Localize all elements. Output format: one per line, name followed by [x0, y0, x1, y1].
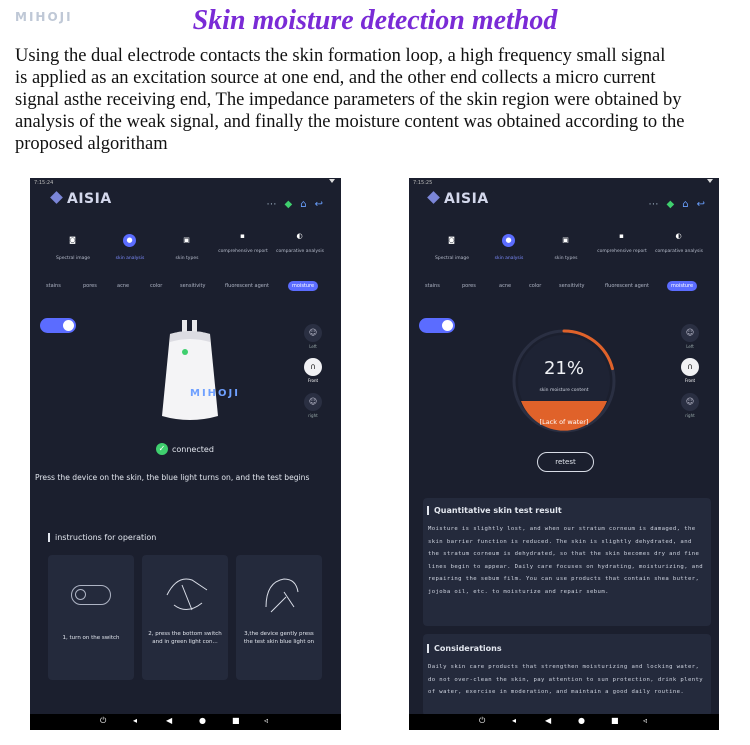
power-toggle[interactable] — [419, 318, 455, 333]
phone-screen-connect — [30, 178, 341, 730]
chip-fluorescent[interactable]: fluorescent agent — [605, 283, 649, 289]
page-title: Skin moisture detection method — [192, 5, 558, 36]
contrast-icon[interactable]: ◐ — [675, 232, 682, 240]
menu-icon[interactable]: ⋯ — [266, 199, 277, 210]
step-text: 1, turn on the switch — [62, 635, 120, 641]
save-icon[interactable]: ▪ — [240, 232, 245, 240]
menu-icon[interactable]: ⋯ — [648, 199, 659, 210]
chip-fluorescent[interactable]: fluorescent agent — [225, 283, 269, 289]
chip-stains[interactable]: stains — [425, 283, 440, 289]
description-line: analysis of the weak signal, and finally the moisture content was obtained according to the — [15, 112, 685, 132]
considerations-text: Daily skin care products that strengthen moisturizing and locking water, do not over-clean the skin, pay attention to sun protection, drink plenty of water, exercise in moderation, and maintain a good daily routine. — [428, 664, 704, 696]
section-marker — [427, 506, 429, 515]
back-icon[interactable]: ↩ — [696, 199, 705, 210]
chip-stains[interactable]: stains — [46, 283, 61, 289]
chip-sensitivity[interactable]: sensitivity — [559, 283, 585, 289]
face-right-icon[interactable]: ☺ — [681, 393, 699, 411]
face-right-icon[interactable]: ☺ — [304, 393, 322, 411]
home-nav-icon[interactable]: ● — [578, 716, 585, 725]
considerations-card — [423, 634, 711, 716]
step-card-2 — [142, 555, 228, 680]
top-icons — [259, 192, 323, 211]
tab-report[interactable]: comprehensive report — [597, 249, 647, 254]
palette-icon[interactable]: ● — [123, 234, 136, 247]
status-time: 7:15:25 — [413, 180, 433, 186]
volume-up-icon[interactable]: ◃ — [264, 716, 269, 725]
toggle-knob — [442, 320, 453, 331]
tab-skin-types[interactable]: skin types — [554, 256, 578, 261]
step-text: 2, press the bottom switch and in green light con... — [148, 631, 222, 645]
back-icon[interactable]: ↩ — [314, 199, 323, 210]
back-nav-icon[interactable]: ◀ — [166, 716, 173, 725]
app-logo: AISIA — [429, 191, 489, 207]
connected-status: connected — [172, 445, 214, 454]
tab-comparative[interactable]: comparative analysis — [276, 249, 324, 254]
hand-press-icon — [162, 565, 212, 620]
gauge-label: skin moisture content — [539, 388, 589, 393]
side-label-right: right — [308, 413, 318, 418]
chip-acne[interactable]: acne — [117, 283, 130, 289]
toggle-knob — [63, 320, 74, 331]
description — [15, 45, 743, 155]
volume-down-icon[interactable]: ◂ — [512, 716, 517, 725]
save-icon[interactable]: ▪ — [619, 232, 624, 240]
description-line: Using the dual electrode contacts the skin formation loop, a high frequency small signal — [15, 46, 666, 66]
power-icon[interactable]: ⏻ — [479, 716, 486, 725]
instruction-text: Press the device on the skin, the blue light turns on, and the test begins — [35, 473, 310, 482]
nav-bar — [409, 714, 719, 730]
description-line: signal asthe receiving end, The impedance parameters of the skin region were obtained by — [15, 90, 682, 110]
tab-spectral-image[interactable]: Spectral image — [434, 256, 470, 261]
section-marker — [427, 644, 429, 653]
step-text: 3,the device gently press the test skin blue light on — [243, 631, 315, 645]
phone-screen-result — [409, 178, 719, 730]
chip-pores[interactable]: pores — [462, 283, 476, 289]
step-card-1 — [48, 555, 134, 680]
face-left-icon[interactable]: ☺ — [681, 324, 699, 342]
side-label-front: Front — [307, 378, 319, 383]
chip-moisture[interactable]: moisture — [667, 281, 697, 291]
face-front-icon[interactable]: ∩ — [681, 358, 699, 376]
side-label-left: Left — [686, 344, 694, 349]
power-toggle[interactable] — [40, 318, 76, 333]
switch-icon — [71, 585, 111, 605]
brand-watermark: MIHOJI — [15, 10, 73, 24]
device-brand: MIHOJI — [190, 388, 240, 399]
cube-icon[interactable]: ▣ — [183, 236, 190, 244]
recents-icon[interactable]: ■ — [232, 716, 240, 725]
nav-bar — [30, 714, 341, 730]
chip-pores[interactable]: pores — [83, 283, 97, 289]
wifi-icon: ◆ — [666, 199, 675, 210]
recents-icon[interactable]: ■ — [611, 716, 619, 725]
chip-acne[interactable]: acne — [499, 283, 512, 289]
chip-color[interactable]: color — [150, 283, 163, 289]
face-left-icon[interactable]: ☺ — [304, 324, 322, 342]
app-logo: AISIA — [52, 191, 112, 207]
check-icon: ✓ — [156, 443, 168, 455]
home-nav-icon[interactable]: ● — [199, 716, 206, 725]
home-icon[interactable]: ⌂ — [300, 199, 307, 210]
tab-skin-analysis[interactable]: skin analysis — [115, 256, 145, 261]
side-label-left: Left — [309, 344, 317, 349]
side-label-front: Front — [684, 378, 696, 383]
logo-gem-icon — [427, 191, 440, 204]
camera-icon[interactable]: ◙ — [69, 236, 76, 244]
side-label-right: right — [685, 413, 695, 418]
retest-button[interactable]: retest — [537, 452, 594, 472]
considerations-title: Considerations — [434, 644, 502, 653]
power-icon[interactable]: ⏻ — [100, 716, 107, 725]
result-text: Moisture is slightly lost, and when our stratum corneum is damaged, the skin barrier function is reduced. The skin is slightly dehydrated, and the stratum corneum is dehydrated, so that the skin becomes dry and fine lines begin to appear. Daily care focuses on hydrating, moisturizing, and repairing the sebum film. You can use products that contain shea butter, jojoba oil, etc. to moisturize and repair sebum. — [428, 526, 704, 595]
tab-skin-types[interactable]: skin types — [175, 256, 199, 261]
tab-report[interactable]: comprehensive report — [218, 249, 268, 254]
face-press-icon — [256, 567, 306, 622]
contrast-icon[interactable]: ◐ — [296, 232, 303, 240]
back-nav-icon[interactable]: ◀ — [545, 716, 552, 725]
description-line: is applied as an excitation source at one end, and the other end collects a micro current — [15, 68, 656, 88]
volume-up-icon[interactable]: ◃ — [643, 716, 648, 725]
wifi-icon: ◆ — [284, 199, 293, 210]
home-icon[interactable]: ⌂ — [682, 199, 689, 210]
tab-spectral-image[interactable]: Spectral image — [55, 256, 91, 261]
moisture-percent: 21% — [543, 358, 584, 379]
device-illustration — [140, 316, 230, 426]
chip-row — [409, 283, 719, 293]
description-line: proposed algoritham — [15, 134, 168, 154]
palette-icon[interactable]: ● — [502, 234, 515, 247]
tab-skin-analysis[interactable]: skin analysis — [494, 256, 524, 261]
signal-icon — [707, 179, 713, 183]
chip-sensitivity[interactable]: sensitivity — [180, 283, 206, 289]
result-title: Quantitative skin test result — [434, 506, 562, 515]
signal-icon — [329, 179, 335, 183]
top-icons — [641, 192, 705, 211]
chip-moisture[interactable]: moisture — [288, 281, 318, 291]
result-card — [423, 498, 711, 626]
face-front-icon[interactable]: ∩ — [304, 358, 322, 376]
section-marker — [48, 533, 50, 542]
camera-icon[interactable]: ◙ — [448, 236, 455, 244]
cube-icon[interactable]: ▣ — [562, 236, 569, 244]
tab-comparative[interactable]: comparative analysis — [655, 249, 703, 254]
volume-down-icon[interactable]: ◂ — [133, 716, 138, 725]
logo-gem-icon — [50, 191, 63, 204]
chip-color[interactable]: color — [529, 283, 542, 289]
chip-row — [30, 283, 341, 293]
section-title: instructions for operation — [55, 533, 157, 542]
step-card-3 — [236, 555, 322, 680]
moisture-status: [Lack of water] — [539, 418, 589, 426]
status-time: 7:15:24 — [34, 180, 54, 186]
